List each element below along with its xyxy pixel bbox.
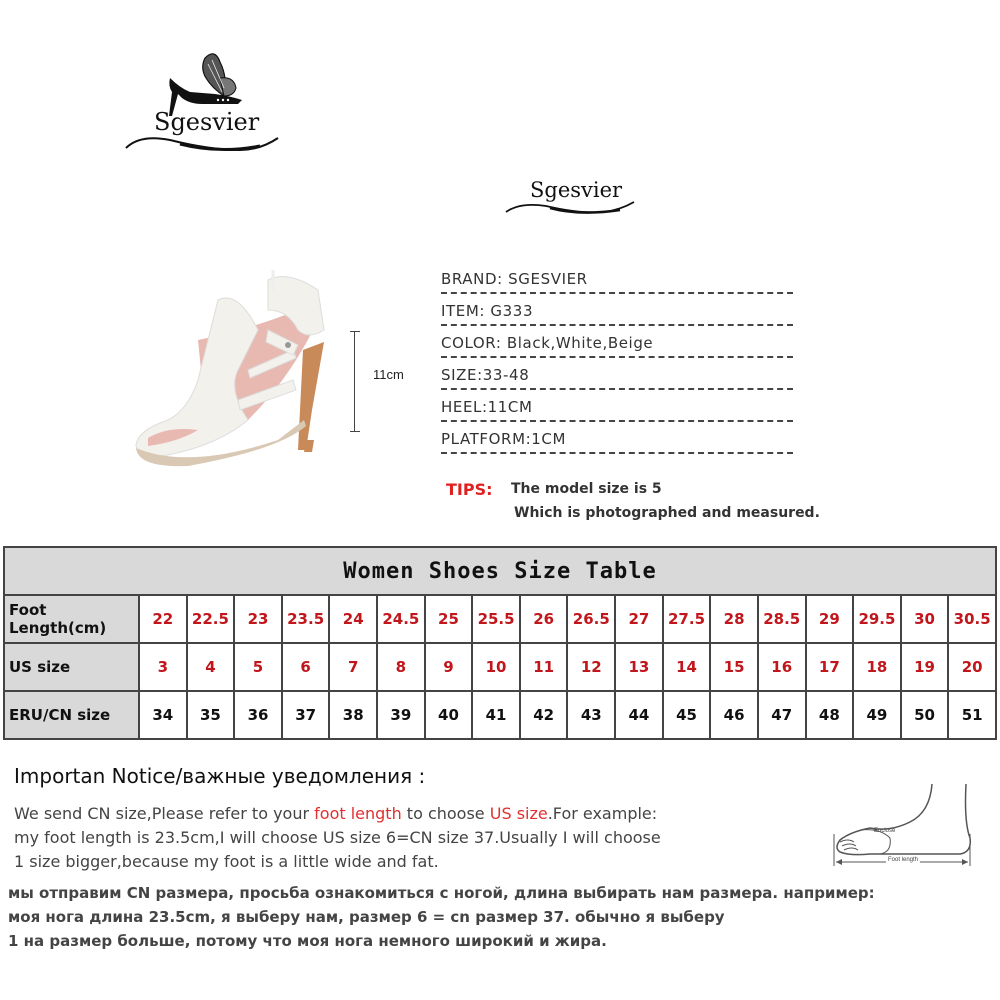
tips-line-1: The model size is 5 — [511, 481, 662, 497]
table-cell: 49 — [853, 691, 901, 739]
table-cell: 13 — [615, 643, 663, 691]
notice-ru-line-3: 1 на размер больше, потому что моя нога немного широкий и жира. — [8, 932, 607, 950]
table-cell: 15 — [710, 643, 758, 691]
table-cell: 5 — [234, 643, 282, 691]
table-cell: 44 — [615, 691, 663, 739]
row-label: US size — [4, 643, 139, 691]
table-row-foot-length — [4, 595, 996, 643]
table-cell: 38 — [329, 691, 377, 739]
notice-ru-line-2: моя нога длина 23.5cm, я выберу нам, размер 6 = cn размер 37. обычно я выберу — [8, 908, 725, 926]
table-cell: 50 — [901, 691, 949, 739]
brand-logo-text: Sgesvier — [154, 108, 260, 136]
spec-heel: HEEL:11CM — [441, 398, 793, 422]
foot-length-label: Foot length — [888, 857, 919, 863]
table-cell: 45 — [663, 691, 711, 739]
notice-text: We send CN size,Please refer to your — [14, 804, 315, 823]
size-table-title: Women Shoes Size Table — [4, 547, 996, 595]
table-cell: 24 — [329, 595, 377, 643]
table-cell: 19 — [901, 643, 949, 691]
table-cell: 22.5 — [187, 595, 235, 643]
spec-brand: BRAND: SGESVIER — [441, 270, 793, 294]
table-cell: 36 — [234, 691, 282, 739]
table-cell: 28 — [710, 595, 758, 643]
table-cell: 16 — [758, 643, 806, 691]
table-cell: 12 — [567, 643, 615, 691]
table-cell: 20 — [948, 643, 996, 691]
product-image — [128, 270, 358, 470]
spec-size: SIZE:33-48 — [441, 366, 793, 390]
table-cell: 30.5 — [948, 595, 996, 643]
notice-title: Importan Notice/важные уведомления : — [14, 764, 426, 788]
size-table — [3, 546, 997, 740]
swoosh-decoration — [500, 190, 640, 220]
table-cell: 3 — [139, 643, 187, 691]
table-cell: 25 — [425, 595, 473, 643]
notice-highlight-foot-length: foot length — [314, 804, 402, 823]
table-cell: 9 — [425, 643, 473, 691]
table-cell: 37 — [282, 691, 330, 739]
notice-ru-line-1: мы отправим CN размера, просьба ознакомиться с ногой, длина выбирать нам размера. например: — [8, 884, 875, 902]
heel-height-indicator — [350, 331, 360, 433]
table-cell: 14 — [663, 643, 711, 691]
table-cell: 17 — [806, 643, 854, 691]
table-cell: 27.5 — [663, 595, 711, 643]
notice-en-line-1 — [14, 804, 657, 823]
swoosh-decoration — [120, 128, 290, 158]
tips-line-2: Which is photographed and measured. — [514, 505, 820, 521]
table-cell: 35 — [187, 691, 235, 739]
table-cell: 10 — [472, 643, 520, 691]
table-cell: 22 — [139, 595, 187, 643]
row-label: ERU/CN size — [4, 691, 139, 739]
row-label: Foot Length(cm) — [4, 595, 139, 643]
notice-en-line-2: my foot length is 23.5cm,I will choose US size 6=CN size 37.Usually I will choose — [14, 828, 661, 847]
table-cell: 7 — [329, 643, 377, 691]
notice-en-line-3: 1 size bigger,because my foot is a little wide and fat. — [14, 852, 439, 871]
table-cell: 47 — [758, 691, 806, 739]
spec-platform: PLATFORM:1CM — [441, 430, 793, 454]
table-cell: 34 — [139, 691, 187, 739]
table-cell: 40 — [425, 691, 473, 739]
brand-logo-secondary — [500, 168, 640, 218]
foot-enclose-label: Enclose — [874, 828, 896, 834]
table-cell: 28.5 — [758, 595, 806, 643]
table-row-us-size — [4, 643, 996, 691]
table-cell: 39 — [377, 691, 425, 739]
heel-height-label: 11cm — [373, 367, 404, 382]
table-cell: 30 — [901, 595, 949, 643]
table-cell: 46 — [710, 691, 758, 739]
spec-color: COLOR: Black,White,Beige — [441, 334, 793, 358]
spec-item: ITEM: G333 — [441, 302, 793, 326]
table-cell: 26 — [520, 595, 568, 643]
table-cell: 26.5 — [567, 595, 615, 643]
table-cell: 29 — [806, 595, 854, 643]
table-cell: 8 — [377, 643, 425, 691]
table-cell: 23.5 — [282, 595, 330, 643]
notice-text: to choose — [401, 804, 490, 823]
table-cell: 41 — [472, 691, 520, 739]
table-cell: 4 — [187, 643, 235, 691]
notice-highlight-us-size: US size — [489, 804, 548, 823]
notice-text: .For example: — [547, 804, 658, 823]
foot-measurement-diagram — [830, 782, 980, 872]
table-cell: 23 — [234, 595, 282, 643]
table-row-eru-cn-size — [4, 691, 996, 739]
table-cell: 11 — [520, 643, 568, 691]
sandal-illustration — [128, 270, 358, 470]
table-cell: 25.5 — [472, 595, 520, 643]
table-cell: 6 — [282, 643, 330, 691]
table-cell: 48 — [806, 691, 854, 739]
brand-logo-main — [120, 48, 290, 158]
table-cell: 51 — [948, 691, 996, 739]
brand-logo-secondary-text: Sgesvier — [530, 178, 623, 202]
table-cell: 42 — [520, 691, 568, 739]
table-cell: 27 — [615, 595, 663, 643]
table-cell: 29.5 — [853, 595, 901, 643]
table-cell: 43 — [567, 691, 615, 739]
tips-label: TIPS: — [446, 480, 493, 499]
table-cell: 18 — [853, 643, 901, 691]
table-cell: 24.5 — [377, 595, 425, 643]
